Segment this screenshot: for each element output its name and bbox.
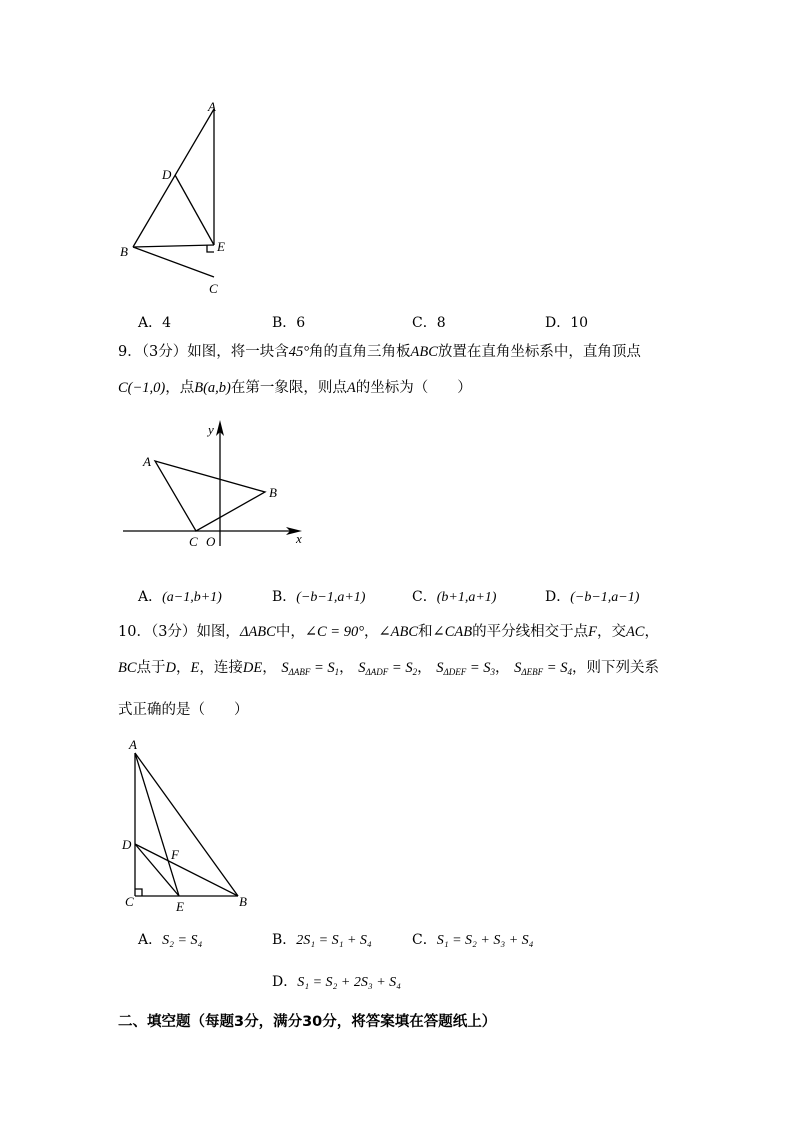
q9-triangle-abc	[155, 461, 265, 531]
q10-segment-ab	[135, 753, 238, 896]
q9-stem-line1: 9．（3分）如图，将一块含45°角的直角三角板ABC放置在直角坐标系中，直角顶点	[118, 344, 641, 360]
q10-number: 10．	[118, 624, 151, 640]
q10-label-c: C	[125, 894, 134, 909]
q8-option-c[interactable]: C．8	[412, 315, 446, 331]
q9-number: 9．	[118, 344, 142, 360]
q9-stem-line2: C(−1,0)，点B(a,b)在第一象限，则点A的坐标为（ ）	[118, 380, 472, 396]
q10-score: （3分）	[150, 624, 197, 640]
q10-option-c[interactable]: C．S₁ = S₂ + S₃ + S₄	[412, 932, 534, 948]
q8-figure	[110, 95, 240, 305]
q8-label-c: C	[209, 281, 218, 296]
section-heading-fill-in: 二、填空题（每题3分，满分30分，将答案填在答题纸上）	[118, 1014, 497, 1030]
q10-figure	[118, 735, 258, 915]
q8-option-b[interactable]: B．6	[272, 315, 306, 331]
q8-label-a: A	[208, 99, 216, 114]
q8-label-b: B	[120, 244, 128, 259]
q9-label-o: O	[206, 534, 216, 549]
q8-right-angle-mark	[207, 245, 214, 252]
q10-label-b: B	[239, 894, 247, 909]
q10-option-b[interactable]: B．2S₁ = S₁ + S₄	[272, 932, 372, 948]
q9-option-c[interactable]: C．(b+1,a+1)	[412, 589, 497, 605]
q9-option-a[interactable]: A．(a−1,b+1)	[138, 589, 222, 605]
q10-stem-line2: BC点于D，E，连接DE， $S_{\Delta ABF} = S_1$， $S_{\Delta ADF} = S_2$， $S_{\Delta DEF} = S_3$， $S_{\Delta EBF} = S_4$，则下列关系	[118, 660, 659, 677]
q8-segment-be	[133, 245, 214, 247]
q10-label-a: A	[129, 737, 137, 752]
q10-option-d[interactable]: D．S₁ = S₂ + 2S₃ + S₄	[272, 974, 402, 990]
q8-segment-de	[175, 175, 214, 245]
q10-label-d: D	[122, 837, 132, 852]
q9-label-b: B	[269, 485, 277, 500]
q10-segment-ae	[135, 753, 179, 896]
q10-label-f: F	[171, 847, 179, 862]
q10-s3-def: $S_{\Delta DEF} = S_3$	[436, 660, 496, 677]
q10-s4-def: $S_{\Delta EBF} = S_4$	[514, 660, 572, 677]
q9-figure	[118, 418, 318, 553]
q8-option-a[interactable]: A．4	[138, 315, 172, 331]
q8-segment-ab	[133, 109, 214, 247]
q10-s2-def: $S_{\Delta ADF} = S_2$	[358, 660, 418, 677]
q8-option-d[interactable]: D．10	[545, 315, 589, 331]
q10-segment-db	[135, 844, 238, 896]
q10-right-angle-mark	[135, 889, 142, 896]
q9-option-b[interactable]: B．(−b−1,a+1)	[272, 589, 366, 605]
q8-segment-bc	[133, 247, 214, 277]
q10-option-a[interactable]: A．S₂ = S₄	[138, 932, 203, 948]
q8-label-d: D	[162, 167, 172, 182]
q10-stem-line1: 10．（3分）如图，ΔABC中，∠C = 90°，∠ABC和∠CAB的平分线相交于点F，交AC，	[118, 624, 659, 640]
q9-label-x: x	[296, 531, 302, 546]
q10-label-e: E	[176, 899, 184, 914]
q9-score: （3分）	[141, 344, 188, 360]
q10-s1-def: $S_{\Delta ABF} = S_1$	[281, 660, 340, 677]
q9-option-d[interactable]: D．(−b−1,a−1)	[545, 589, 640, 605]
q9-label-y: y	[208, 422, 214, 437]
q9-label-c: C	[189, 534, 198, 549]
q10-stem-line3: 式正确的是（ ）	[118, 702, 249, 718]
q8-label-e: E	[217, 239, 225, 254]
q9-label-a: A	[143, 454, 151, 469]
